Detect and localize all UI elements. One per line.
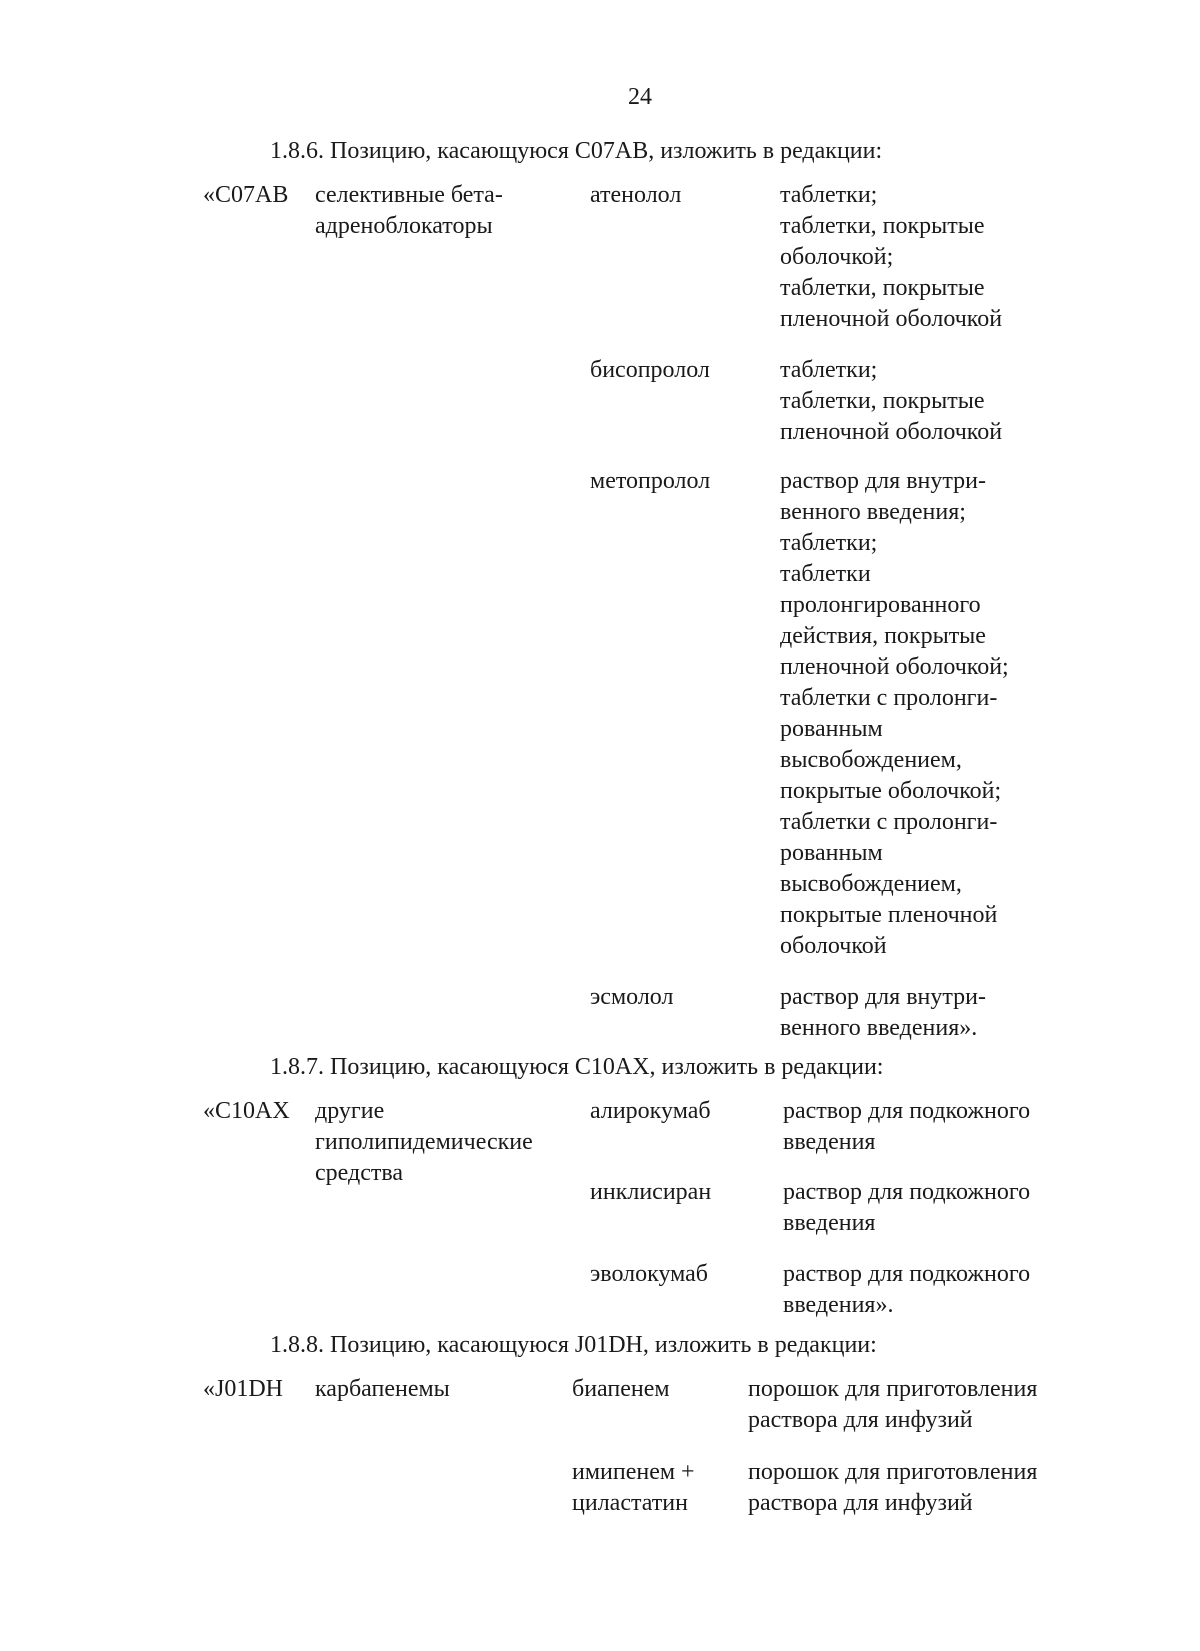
section-heading: 1.8.8. Позицию, касающуюся J01DH, изложить в редакции:: [270, 1332, 877, 1358]
drug-name-line: имипенем +: [572, 1459, 695, 1485]
dosage-form-line: действия, покрытые: [780, 623, 986, 649]
pharmacological-group: [315, 180, 503, 242]
dosage-form-line: венного введения».: [780, 1015, 978, 1041]
drug-name: биапенем: [572, 1376, 670, 1402]
drug-name: атенолол: [590, 182, 682, 208]
pharmacological-group: [315, 1096, 533, 1189]
drug-name-line: циластатин: [572, 1490, 688, 1516]
dosage-forms: [748, 1374, 1037, 1436]
drug-name: бисопролол: [590, 357, 710, 383]
dosage-form-line: таблетки с пролонги-: [780, 685, 998, 711]
drug-name: эсмолол: [590, 984, 674, 1010]
dosage-form-line: высвобождением,: [780, 871, 962, 897]
dosage-form-line: оболочкой: [780, 933, 887, 959]
dosage-form-line: пролонгированного: [780, 592, 981, 618]
dosage-form-line: таблетки, покрытые: [780, 275, 985, 301]
dosage-form-line: оболочкой;: [780, 244, 894, 270]
dosage-form-line: введения».: [783, 1292, 894, 1318]
dosage-form-line: пленочной оболочкой;: [780, 654, 1009, 680]
drug-name: эволокумаб: [590, 1261, 709, 1287]
dosage-form-line: раствора для инфузий: [748, 1407, 973, 1433]
dosage-forms: [780, 982, 986, 1044]
dosage-form-line: таблетки, покрытые: [780, 213, 985, 239]
dosage-form-line: рованным: [780, 716, 883, 742]
dosage-form-line: порошок для приготовления: [748, 1459, 1038, 1485]
dosage-form-line: таблетки, покрытые: [780, 388, 985, 414]
dosage-form-line: введения: [783, 1129, 876, 1155]
page-number: 24: [628, 84, 652, 110]
group-line: карбапенемы: [315, 1376, 450, 1402]
dosage-form-line: рованным: [780, 840, 883, 866]
dosage-form-line: раствор для подкожного: [783, 1098, 1031, 1124]
dosage-form-line: раствор для подкожного: [783, 1261, 1031, 1287]
dosage-form-line: таблетки;: [780, 530, 878, 556]
group-line: селективные бета-: [315, 182, 503, 208]
atc-code: «C07AB: [203, 182, 289, 208]
dosage-form-line: покрытые оболочкой;: [780, 778, 1002, 804]
dosage-forms: [780, 355, 1002, 448]
drug-name: [572, 1457, 695, 1519]
dosage-forms: [783, 1177, 1030, 1239]
dosage-form-line: таблетки с пролонги-: [780, 809, 998, 835]
group-line: другие: [315, 1098, 385, 1124]
dosage-form-line: пленочной оболочкой: [780, 306, 1003, 332]
dosage-form-line: раствор для внутри-: [780, 984, 986, 1010]
atc-code: «J01DH: [203, 1376, 284, 1402]
dosage-form-line: венного введения;: [780, 499, 966, 525]
section-heading: 1.8.7. Позицию, касающуюся C10AX, изложить в редакции:: [270, 1054, 884, 1080]
group-line: адреноблокаторы: [315, 213, 493, 239]
dosage-form-line: таблетки: [780, 561, 871, 587]
group-line: средства: [315, 1160, 404, 1186]
drug-name: инклисиран: [590, 1179, 712, 1205]
dosage-form-line: введения: [783, 1210, 876, 1236]
dosage-form-line: раствор для подкожного: [783, 1179, 1031, 1205]
dosage-form-line: таблетки;: [780, 182, 878, 208]
pharmacological-group: [315, 1374, 450, 1405]
dosage-form-line: пленочной оболочкой: [780, 419, 1003, 445]
dosage-form-line: раствор для внутри-: [780, 468, 986, 494]
dosage-form-line: высвобождением,: [780, 747, 962, 773]
dosage-forms: [780, 180, 1002, 335]
section-heading: 1.8.6. Позицию, касающуюся C07AB, изложить в редакции:: [270, 138, 883, 164]
dosage-form-line: покрытые пленочной: [780, 902, 998, 928]
dosage-form-line: порошок для приготовления: [748, 1376, 1038, 1402]
drug-name: метопролол: [590, 468, 711, 494]
dosage-forms: [780, 466, 1009, 962]
dosage-form-line: раствора для инфузий: [748, 1490, 973, 1516]
dosage-forms: [748, 1457, 1037, 1519]
atc-code: «C10AX: [203, 1098, 290, 1124]
dosage-form-line: таблетки;: [780, 357, 878, 383]
group-line: гиполипидемические: [315, 1129, 533, 1155]
drug-name: алирокумаб: [590, 1098, 711, 1124]
dosage-forms: [783, 1259, 1030, 1321]
dosage-forms: [783, 1096, 1030, 1158]
